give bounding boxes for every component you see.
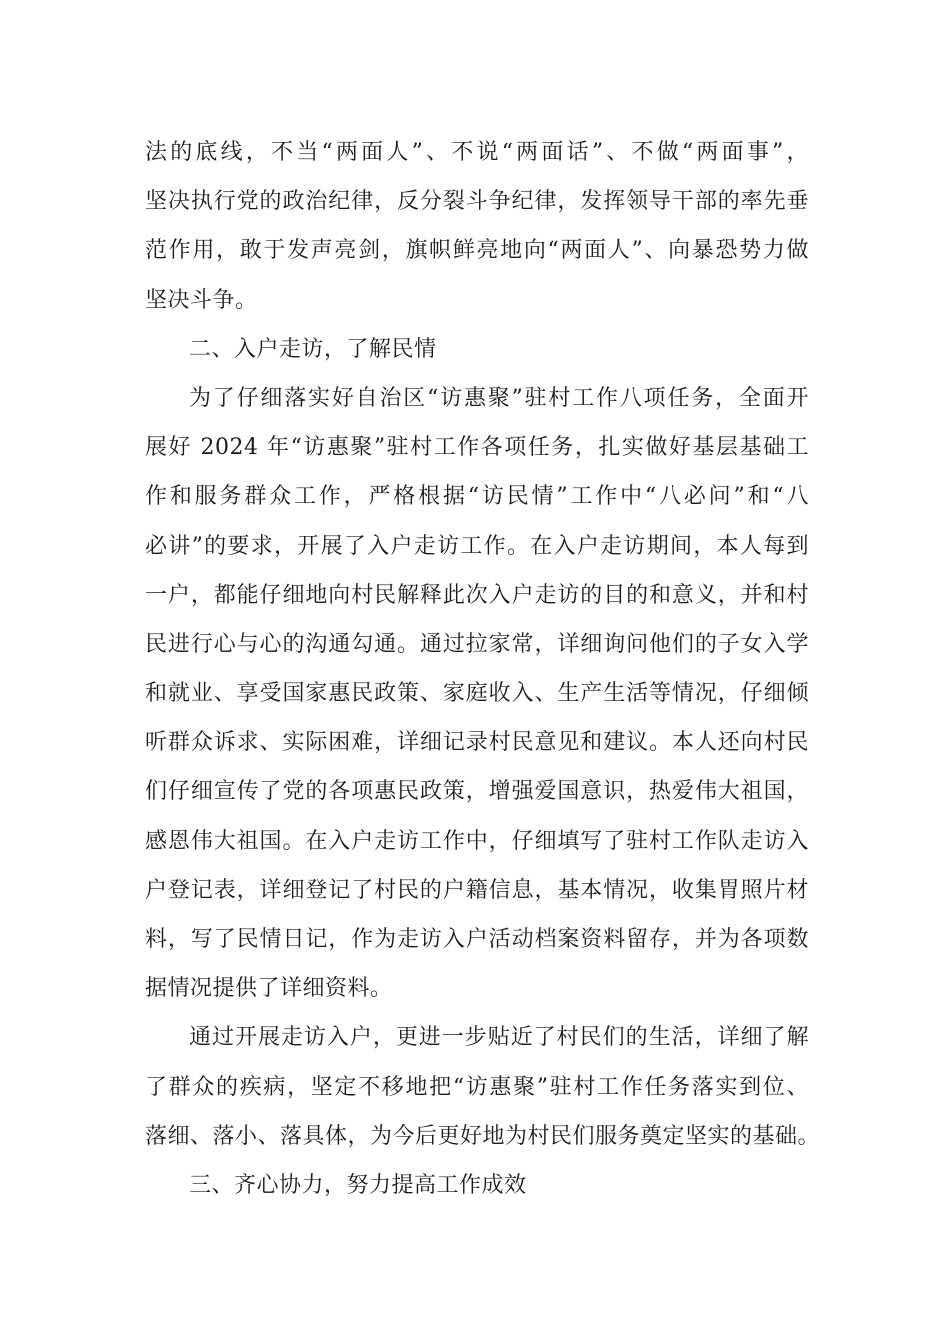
paragraph-line: 听群众诉求、实际困难，详细记录村民意见和建议。本人还向村民 [145,730,809,756]
paragraph-line: 料，写了民情日记，作为走访入户活动档案资料留存，并为各项数 [145,927,809,952]
paragraph-line: 感恩伟大祖国。在入户走访工作中，仔细填写了驻村工作队走访入 [145,828,809,854]
paragraph-line: 一户，都能仔细地向村民解释此次入户走访的目的和意义，并和村 [145,582,809,608]
paragraph-line: 落细、落小、落具体，为今后更好地为村民们服务奠定坚实的基础。 [145,1123,821,1149]
paragraph-line: 必讲”的要求，开展了入户走访工作。在入户走访期间，本人每到 [145,533,809,559]
section-heading: 二、入户走访，了解民情 [189,336,437,362]
paragraph-line: 展好 2024 年“访惠聚”驻村工作各项任务，扎实做好基层基础工 [145,435,809,461]
paragraph-line: 通过开展走访入户，更进一步贴近了村民们的生活，详细了解 [189,1025,809,1051]
paragraph-line: 了群众的疾病，坚定不移地把“访惠聚”驻村工作任务落实到位、 [145,1074,809,1100]
paragraph-line: 据情况提供了详细资料。 [145,976,393,1002]
section-heading: 三、齐心协力，努力提高工作成效 [189,1172,527,1198]
paragraph-line: 坚决执行党的政治纪律，反分裂斗争纪律，发挥领导干部的率先垂 [145,189,809,215]
body-text [145,128,821,1210]
paragraph-line: 为了仔细落实好自治区“访惠聚”驻村工作八项任务，全面开 [189,385,809,411]
paragraph-line: 作和服务群众工作，严格根据“访民情”工作中“八必问”和“八 [145,484,809,510]
paragraph-line: 坚决斗争。 [145,287,258,313]
paragraph-line: 范作用，敢于发声亮剑，旗帜鲜亮地向“两面人”、向暴恐势力做 [145,238,809,264]
paragraph-line: 和就业、享受国家惠民政策、家庭收入、生产生活等情况，仔细倾 [145,681,809,707]
paragraph-line: 民进行心与心的沟通勾通。通过拉家常，详细询问他们的子女入学 [145,631,809,657]
paragraph-line: 法的底线，不当“两面人”、不说“两面话”、不做“两面事”， [145,140,809,165]
paragraph-line: 户登记表，详细登记了村民的户籍信息，基本情况，收集胃照片材 [145,877,809,903]
paragraph-line: 们仔细宣传了党的各项惠民政策，增强爱国意识，热爱伟大祖国， [145,779,809,805]
